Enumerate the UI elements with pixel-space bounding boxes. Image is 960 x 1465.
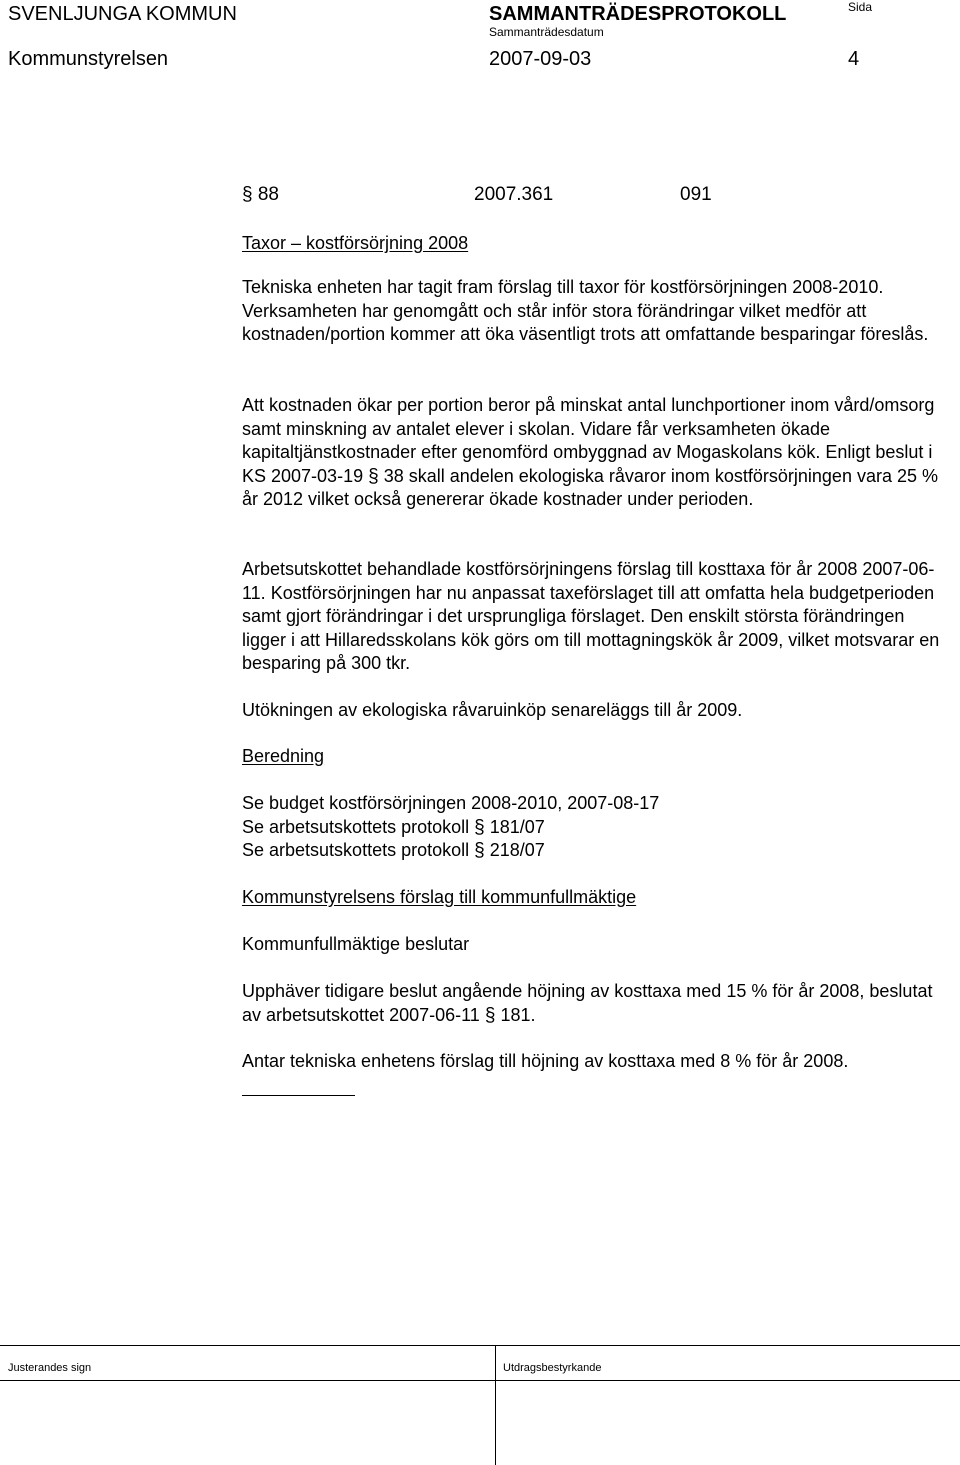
section-symbol: § [484, 1004, 496, 1026]
paragraph-4-text: Utökningen av ekologiska råvaruinköp senareläggs till år 2009. [242, 700, 743, 720]
paragraph-2-part-a: Att kostnaden ökar per portion beror på minskat antal lunchportioner inom vård/omsorg samt minskning av antalet elever i skolan. Vidare får verksamheten ökade kapitaltjänstkostnader efter genomförd ombyggnad av Mogaskolans kök. Enligt beslut i KS 2007-03-19 [242, 395, 935, 486]
section-symbol: § [368, 465, 379, 487]
footer-mid-rule [0, 1380, 960, 1381]
decision-2-text: Antar tekniska enhetens förslag till höjning av kosttaxa med 8 % för år 2008. [242, 1051, 849, 1071]
beredning-line-3 [242, 839, 545, 863]
section-symbol: § [474, 817, 485, 838]
beredning-heading: Beredning [242, 746, 325, 766]
section-number: 88 [257, 184, 279, 205]
beredning-line-1: Se budget kostförsörjningen 2008-2010, 2007-08-17 [242, 793, 660, 813]
decision-1-text [242, 980, 947, 1027]
decision-1-part-a: Upphäver tidigare beslut angående höjning av kosttaxa med 15 % för år 2008, beslutat av arbetsutskottet 2007-06-11 [242, 981, 933, 1025]
paragraph-1 [242, 276, 947, 347]
page-label: Sida [848, 0, 873, 14]
proposal-heading: Kommunstyrelsens förslag till kommunfullmäktige [242, 887, 637, 907]
body-name: Kommunstyrelsen [8, 48, 169, 70]
footer-justerandes-sign: Justerandes sign [8, 1362, 92, 1374]
paragraph-2-text [242, 394, 947, 512]
paragraph-3 [242, 558, 947, 676]
footer-divider [495, 1345, 496, 1465]
decision-1-part-b: 181. [500, 1004, 536, 1025]
page-number: 4 [848, 48, 860, 70]
paragraph-2 [242, 394, 947, 512]
beredning-line-2 [242, 816, 545, 840]
date-label: Sammanträdesdatum [489, 25, 604, 39]
beredning-line-2-ref: 181/07 [489, 817, 545, 837]
meeting-date: 2007-09-03 [489, 48, 592, 70]
paragraph-1-text: Tekniska enheten har tagit fram förslag till taxor för kostförsörjningen 2008-2010. Verksamheten har genomgått och står inför stora förändringar vilket medför att kostnaden/portion kommer att öka väsentligt trots att omfattande besparingar föreslås. [242, 277, 929, 344]
footer-utdragsbestyrkande: Utdragsbestyrkande [503, 1362, 602, 1374]
beredning-line-3-prefix: Se arbetsutskottets protokoll [242, 840, 470, 860]
organization-name: SVENLJUNGA KOMMUN [8, 3, 237, 25]
diary-number: 2007.361 [474, 184, 554, 205]
footer-top-rule [0, 1345, 960, 1346]
decision-heading: Kommunfullmäktige beslutar [242, 934, 470, 954]
closing-rule [242, 1095, 355, 1096]
beredning-line-3-ref: 218/07 [489, 840, 545, 860]
section-symbol: § [242, 184, 253, 205]
section-symbol: § [474, 840, 485, 861]
document-type: SAMMANTRÄDESPROTOKOLL [489, 3, 787, 25]
paragraph-2-part-b: 38 skall andelen ekologiska råvaror inom kostförsörjningen vara 25 % år 2012 vilket också genererar ökade kostnader under perioden. [242, 465, 939, 509]
case-title: Taxor – kostförsörjning 2008 [242, 233, 469, 253]
beredning-line-2-prefix: Se arbetsutskottets protokoll [242, 817, 470, 837]
section-number-line [242, 183, 279, 207]
decision-1 [242, 980, 947, 1027]
case-code: 091 [680, 184, 712, 205]
paragraph-3-text: Arbetsutskottet behandlade kostförsörjningens förslag till kosttaxa för år 2008 2007-06-11. Kostförsörjningen har nu anpassat taxeförslaget till att omfatta hela budgetperioden samt gjort förändringar i det ursprungliga förslaget. Den enskilt största förändringen ligger i att Hillaredsskolans kök görs om till mottagningskök år 2009, vilket motsvarar en besparing på 300 tkr. [242, 559, 940, 673]
